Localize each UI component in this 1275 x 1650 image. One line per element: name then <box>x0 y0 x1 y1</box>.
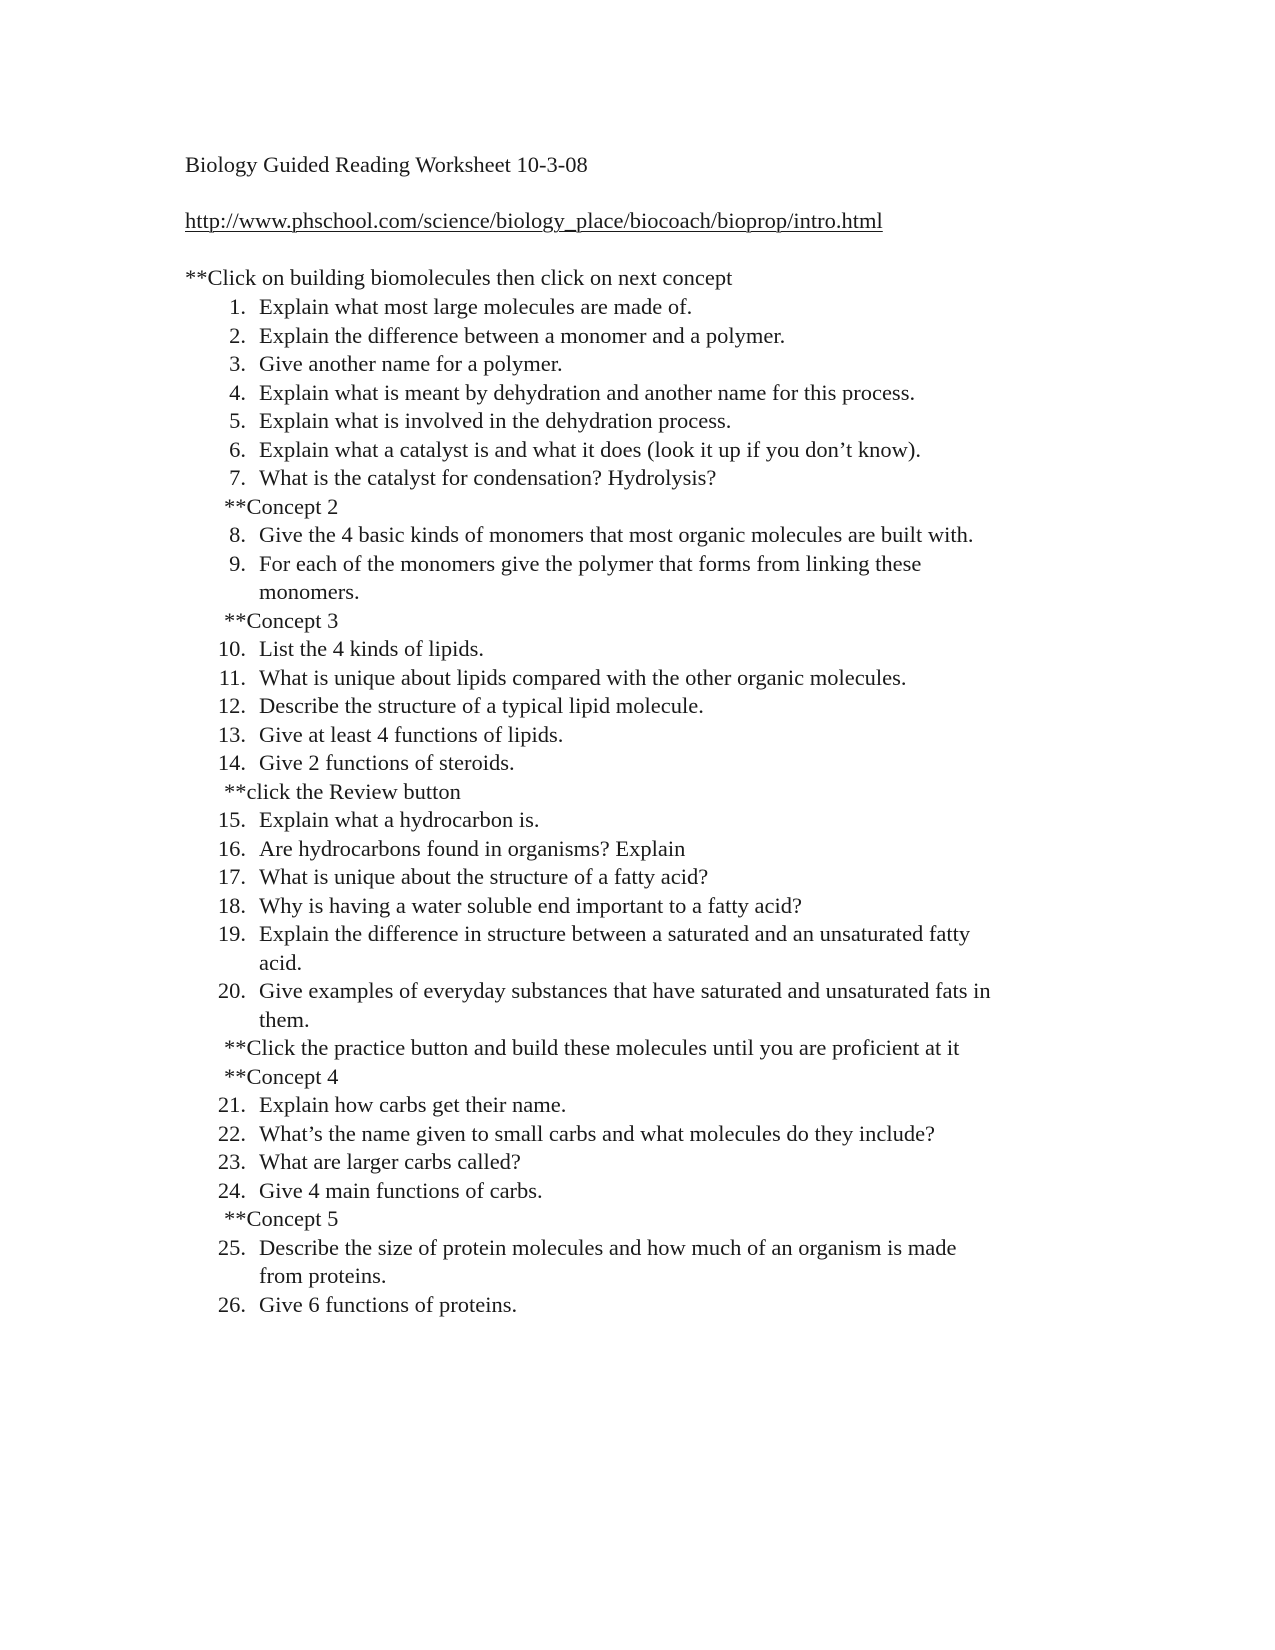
question-number: 16. <box>217 835 246 861</box>
question-number: 14. <box>217 750 246 775</box>
question-item <box>0 379 1275 408</box>
question-number: 10. <box>217 636 246 661</box>
question-item <box>0 550 1275 607</box>
question-text: What is the catalyst for condensation? Hydrolysis? <box>259 465 717 490</box>
question-text: Explain what is involved in the dehydration process. <box>259 408 732 433</box>
question-text: What’s the name given to small carbs and what molecules do they include? <box>259 1120 936 1146</box>
worksheet-title: Biology Guided Reading Worksheet 10-3-08 <box>185 152 588 177</box>
question-number: 17. <box>217 864 246 889</box>
section-heading-text: **Concept 3 <box>224 607 339 633</box>
question-number: 6. <box>229 436 246 462</box>
question-item <box>0 1177 1275 1206</box>
question-item <box>0 920 1275 977</box>
question-number: 19. <box>217 921 246 946</box>
section-heading <box>0 1034 1275 1063</box>
question-number: 23. <box>217 1149 246 1174</box>
section-heading <box>0 1063 1275 1092</box>
question-number: 12. <box>217 693 246 718</box>
question-text: For each of the monomers give the polymer that forms from linking these <box>259 550 922 576</box>
question-text: Give examples of everyday substances that have saturated and unsaturated fats in <box>259 978 991 1003</box>
question-text: Explain what is meant by dehydration and another name for this process. <box>259 379 916 405</box>
question-text: List the 4 kinds of lipids. <box>259 636 484 661</box>
question-number: 8. <box>229 522 246 547</box>
question-item <box>0 664 1275 693</box>
question-item <box>0 1091 1275 1120</box>
question-text-continued: from proteins. <box>259 1263 387 1288</box>
question-text: Explain the difference between a monomer and a polymer. <box>259 322 786 348</box>
question-number: 13. <box>217 721 246 747</box>
question-item <box>0 635 1275 664</box>
question-text: Describe the size of protein molecules and how much of an organism is made <box>259 1234 957 1260</box>
question-number: 5. <box>229 408 246 433</box>
section-heading <box>0 1205 1275 1234</box>
question-number: 25. <box>217 1234 246 1260</box>
section-heading <box>0 607 1275 636</box>
question-item <box>0 322 1275 351</box>
question-item <box>0 863 1275 892</box>
question-item <box>0 293 1275 322</box>
question-number: 2. <box>229 322 246 348</box>
question-item <box>0 521 1275 550</box>
resource-link[interactable]: http://www.phschool.com/science/biology_place/biocoach/bioprop/intro.html <box>185 208 883 233</box>
question-number: 21. <box>217 1092 246 1117</box>
question-text: Describe the structure of a typical lipid molecule. <box>259 693 704 718</box>
intro-instruction: **Click on building biomolecules then click on next concept <box>185 265 733 290</box>
question-item <box>0 892 1275 921</box>
question-text: Are hydrocarbons found in organisms? Explain <box>259 835 686 861</box>
question-number: 7. <box>229 465 246 490</box>
question-number: 22. <box>217 1120 246 1146</box>
question-item <box>0 1234 1275 1291</box>
question-text: Explain what a catalyst is and what it does (look it up if you don’t know). <box>259 436 921 462</box>
question-text: Give 2 functions of steroids. <box>259 750 515 775</box>
section-heading-text: **click the Review button <box>224 778 461 804</box>
question-text: Give 4 main functions of carbs. <box>259 1177 543 1203</box>
question-text: Give at least 4 functions of lipids. <box>259 721 564 747</box>
question-text: Explain the difference in structure between a saturated and an unsaturated fatty <box>259 921 971 946</box>
question-text: What are larger carbs called? <box>259 1149 521 1174</box>
question-item <box>0 1120 1275 1149</box>
question-item <box>0 692 1275 721</box>
question-item <box>0 464 1275 493</box>
question-item <box>0 835 1275 864</box>
question-number: 4. <box>229 379 246 405</box>
question-text-continued: them. <box>259 1006 310 1032</box>
question-number: 18. <box>217 892 246 918</box>
question-text-continued: monomers. <box>259 579 360 604</box>
question-item <box>0 350 1275 379</box>
question-text: Why is having a water soluble end important to a fatty acid? <box>259 892 802 918</box>
question-item <box>0 749 1275 778</box>
question-number: 15. <box>217 807 246 832</box>
section-heading-text: **Click the practice button and build these molecules until you are proficient at it <box>224 1035 960 1060</box>
section-heading-text: **Concept 2 <box>224 493 339 519</box>
question-number: 26. <box>217 1291 246 1317</box>
question-text: Give 6 functions of proteins. <box>259 1291 518 1317</box>
question-number: 1. <box>229 294 246 319</box>
question-text: Explain what a hydrocarbon is. <box>259 807 540 832</box>
question-text: What is unique about lipids compared with the other organic molecules. <box>259 664 907 690</box>
question-item <box>0 1291 1275 1320</box>
section-heading <box>0 778 1275 807</box>
question-number: 3. <box>229 351 246 376</box>
section-heading-text: **Concept 5 <box>224 1206 339 1231</box>
question-text: Explain how carbs get their name. <box>259 1092 567 1117</box>
section-heading-text: **Concept 4 <box>224 1063 339 1089</box>
question-item <box>0 721 1275 750</box>
question-item <box>0 436 1275 465</box>
question-number: 9. <box>229 550 246 576</box>
question-text: Give the 4 basic kinds of monomers that most organic molecules are built with. <box>259 522 974 547</box>
question-item <box>0 977 1275 1034</box>
question-item <box>0 806 1275 835</box>
question-list <box>0 293 1275 1319</box>
question-text: What is unique about the structure of a fatty acid? <box>259 864 709 889</box>
section-heading <box>0 493 1275 522</box>
question-number: 20. <box>217 978 246 1003</box>
question-text-continued: acid. <box>259 949 303 975</box>
question-text: Explain what most large molecules are made of. <box>259 294 693 319</box>
question-number: 24. <box>217 1177 246 1203</box>
question-item <box>0 407 1275 436</box>
question-text: Give another name for a polymer. <box>259 351 563 376</box>
question-item <box>0 1148 1275 1177</box>
question-number: 11. <box>218 664 246 690</box>
